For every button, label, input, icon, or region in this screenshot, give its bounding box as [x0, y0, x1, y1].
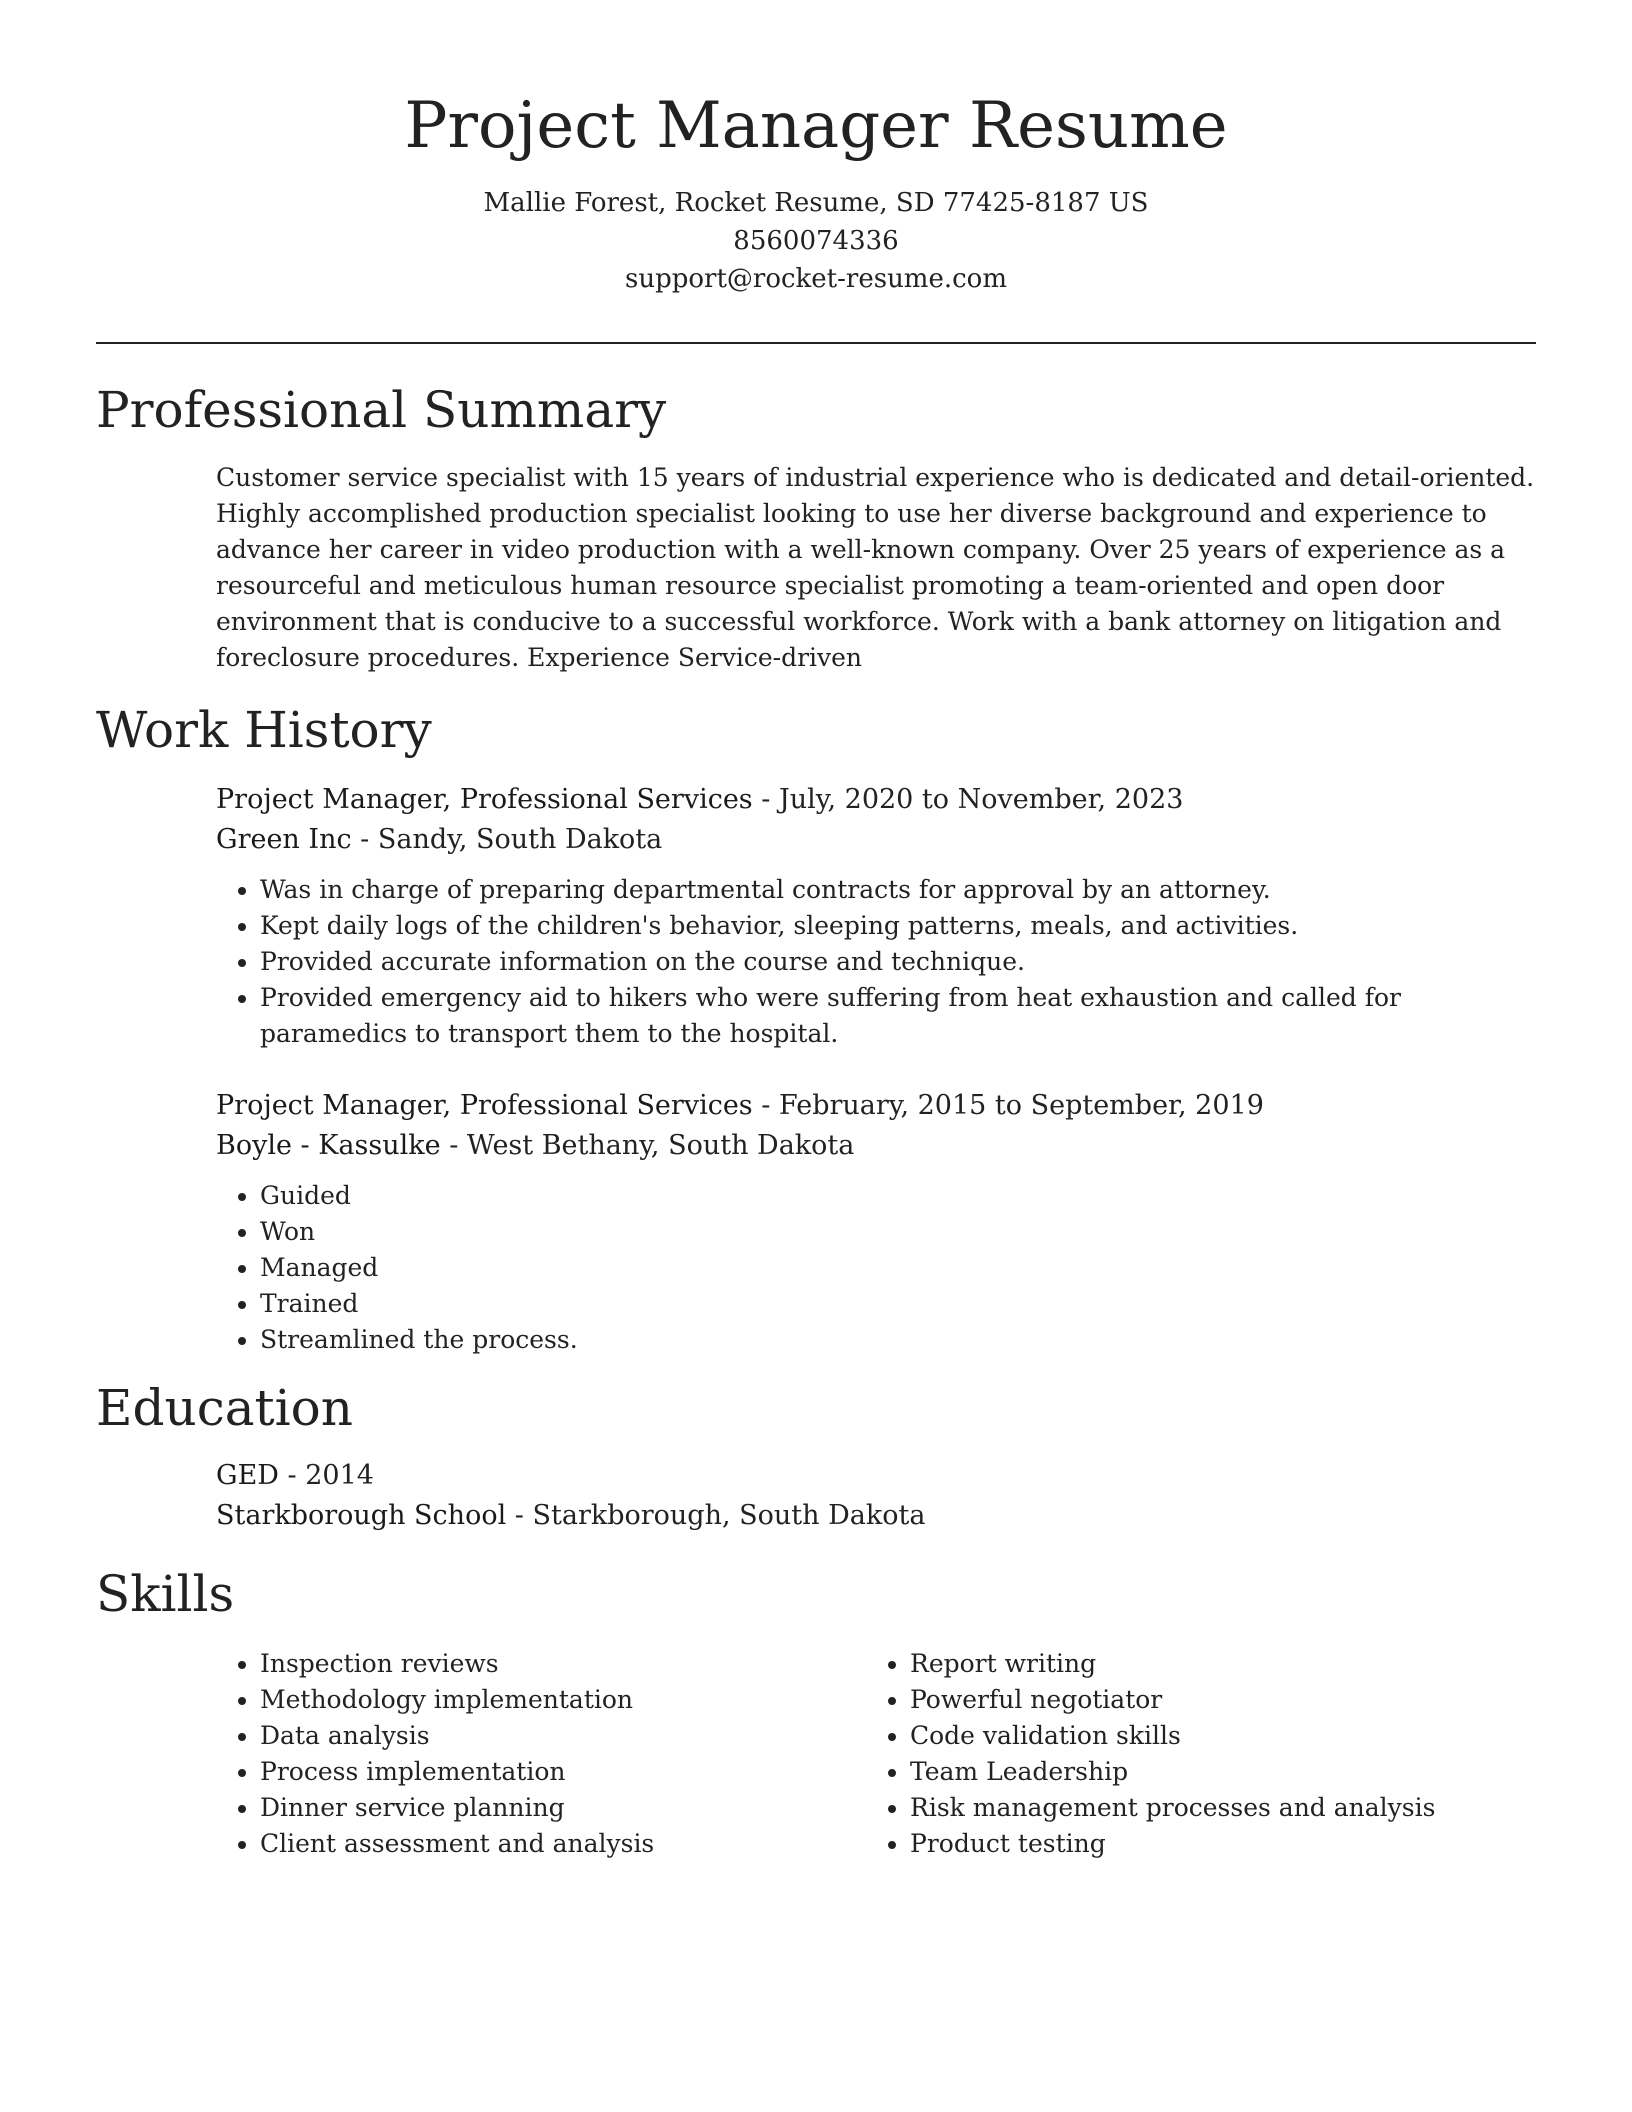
job-company: Boyle - Kassulke — [216, 1130, 441, 1161]
list-item: • Product testing — [910, 1826, 1536, 1862]
page-title: Project Manager Resume — [404, 89, 1228, 163]
list-item: • Guided — [260, 1178, 1536, 1214]
list-item: • Inspection reviews — [260, 1646, 856, 1682]
job-location: - West Bethany, South Dakota — [440, 1130, 855, 1161]
education-degree: GED — [216, 1460, 279, 1491]
list-item: • Provided emergency aid to hikers who were suffering from heat exhaustion and called for paramedics to transport them to the hospital. — [260, 980, 1536, 1052]
summary-text: Customer service specialist with 15 years of industrial experience who is dedicated and detail-oriented. Highly accomplished production specialist looking to use her diverse background and experience to advance her career in video production with a well-known company. Over 25 years of experience as a resourceful and meticulous human resource specialist promoting a team-oriented and open door environment that is conducive to a successful workforce. Work with a bank attorney on litigation and foreclosure procedures. Experience Service-driven — [216, 463, 1535, 672]
header-divider — [96, 342, 1536, 344]
job-title: Project Manager, Professional Services — [216, 1090, 753, 1121]
education-school: Starkborough School — [216, 1500, 507, 1531]
section-title-work-history: Work History — [96, 701, 432, 759]
job-bullets — [216, 872, 1536, 1052]
education-location: - Starkborough, South Dakota — [506, 1500, 926, 1531]
contact-info — [96, 184, 1536, 298]
job-company: Green Inc — [216, 824, 352, 855]
list-item: • Managed — [260, 1250, 1536, 1286]
contact-address: Mallie Forest, Rocket Resume, SD 77425-8187 US — [483, 188, 1149, 218]
list-item: • Code validation skills — [910, 1718, 1536, 1754]
list-item: • Kept daily logs of the children's behavior, sleeping patterns, meals, and activities. — [260, 908, 1536, 944]
job-title-line — [216, 780, 1536, 820]
skills-column-right — [866, 1646, 1536, 1862]
skills-column-left — [216, 1646, 856, 1862]
list-item: • Dinner service planning — [260, 1790, 856, 1826]
job-company-line — [216, 1126, 1536, 1166]
section-title-skills: Skills — [96, 1565, 235, 1623]
skills-list-left — [216, 1646, 856, 1862]
resume-header — [96, 86, 1536, 298]
list-item: • Methodology implementation — [260, 1682, 856, 1718]
education-degree-line — [216, 1456, 1536, 1496]
education-year: - 2014 — [278, 1460, 374, 1491]
job-bullets — [216, 1178, 1536, 1358]
job-title-line — [216, 1086, 1536, 1126]
job-company-line — [216, 820, 1536, 860]
list-item: • Process implementation — [260, 1754, 856, 1790]
section-title-summary: Professional Summary — [96, 381, 667, 439]
list-item: • Report writing — [910, 1646, 1536, 1682]
education-school-line — [216, 1496, 1536, 1536]
skills-list-right — [866, 1646, 1536, 1862]
list-item: • Client assessment and analysis — [260, 1826, 856, 1862]
list-item: • Was in charge of preparing departmental contracts for approval by an attorney. — [260, 872, 1536, 908]
contact-phone: 8560074336 — [733, 226, 899, 256]
list-item: • Team Leadership — [910, 1754, 1536, 1790]
list-item: • Streamlined the process. — [260, 1322, 1536, 1358]
list-item: • Provided accurate information on the course and technique. — [260, 944, 1536, 980]
education-entry — [216, 1456, 1536, 1536]
list-item: • Trained — [260, 1286, 1536, 1322]
job-dates: - July, 2020 to November, 2023 — [752, 784, 1184, 815]
list-item: • Powerful negotiator — [910, 1682, 1536, 1718]
contact-email: support@rocket-resume.com — [624, 264, 1007, 294]
job-title: Project Manager, Professional Services — [216, 784, 753, 815]
job-entry-2 — [216, 1086, 1536, 1358]
job-dates: - February, 2015 to September, 2019 — [752, 1090, 1264, 1121]
section-title-education: Education — [96, 1379, 353, 1437]
job-location: - Sandy, South Dakota — [351, 824, 663, 855]
list-item: • Won — [260, 1214, 1536, 1250]
list-item: • Risk management processes and analysis — [910, 1790, 1536, 1826]
job-entry-1 — [216, 780, 1536, 1052]
summary-block — [216, 460, 1536, 676]
list-item: • Data analysis — [260, 1718, 856, 1754]
